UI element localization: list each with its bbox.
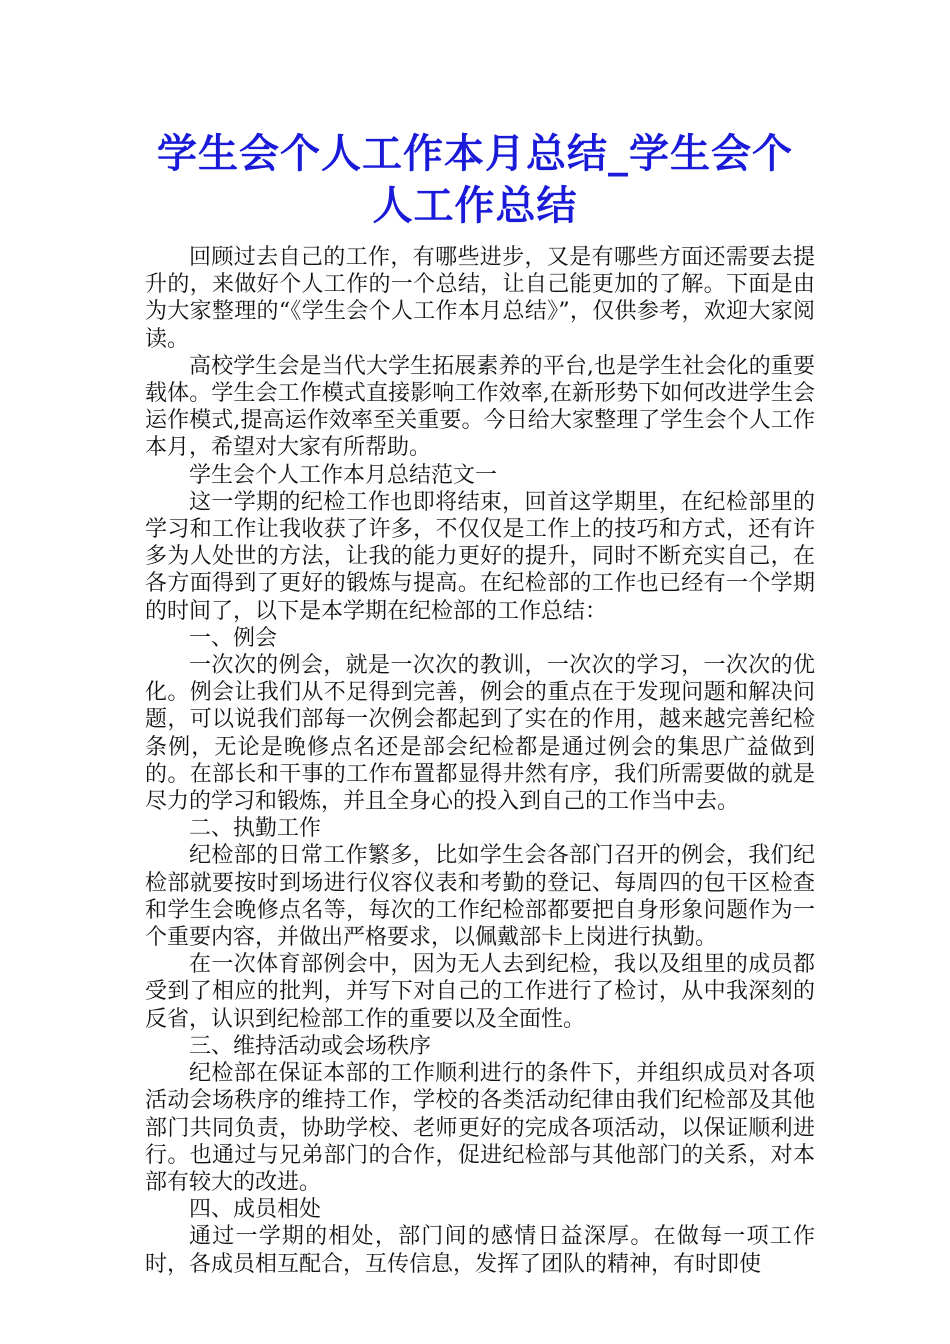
body-paragraph: 通过一学期的相处，部门间的感情日益深厚。在做每一项工作时，各成员相互配合，互传信息，发挥了团队的精神，有时即使 bbox=[145, 1224, 815, 1277]
document-title bbox=[100, 128, 850, 232]
background-paragraph: 高校学生会是当代大学生拓展素养的平台,也是学生社会化的重要载体。学生会工作模式直接影响工作效率,在新形势下如何改进学生会运作模式,提高运作效率至关重要。今日给大家整理了学生会个人工作本月，希望对大家有所帮助。 bbox=[145, 353, 815, 461]
body-paragraph: 纪检部的日常工作繁多，比如学生会各部门召开的例会，我们纪检部就要按时到场进行仪容仪表和考勤的登记、每周四的包干区检查和学生会晚修点名等，每次的工作纪检部都要把自身形象问题作为一个重要内容，并做出严格要求，以佩戴部卡上岗进行执勤。 bbox=[145, 843, 815, 951]
body-paragraph: 这一学期的纪检工作也即将结束，回首这学期里，在纪检部里的学习和工作让我收获了许多，不仅仅是工作上的技巧和方式，还有许多为人处世的方法，让我的能力更好的提升，同时不断充实自己，在各方面得到了更好的锻炼与提高。在纪检部的工作也已经有一个学期的时间了，以下是本学期在纪检部的工作总结： bbox=[145, 489, 815, 624]
intro-paragraph: 回顾过去自己的工作，有哪些进步，又是有哪些方面还需要去提升的，来做好个人工作的一个总结，让自己能更加的了解。下面是由为大家整理的“《学生会个人工作本月总结》”，仅供参考，欢迎大家阅读。 bbox=[145, 245, 815, 352]
document-body bbox=[145, 244, 815, 1278]
body-paragraph: 纪检部在保证本部的工作顺利进行的条件下，并组织成员对各项活动会场秩序的维持工作，学校的各类活动纪律由我们纪检部及其他部门共同负责，协助学校、老师更好的完成各项活动，以保证顺利进行。也通过与兄弟部门的合作，促进纪检部与其他部门的关系，对本部有较大的改进。 bbox=[145, 1061, 815, 1195]
body-paragraph: 在一次体育部例会中，因为无人去到纪检，我以及组里的成员都受到了相应的批判，并写下对自己的工作进行了检讨，从中我深刻的反省，认识到纪检部工作的重要以及全面性。 bbox=[145, 952, 815, 1032]
sample-heading: 学生会个人工作本月总结范文一 bbox=[189, 462, 498, 488]
body-paragraph: 一次次的例会，就是一次次的教训，一次次的学习，一次次的优化。例会让我们从不足得到完善，例会的重点在于发现问题和解决问题，可以说我们部每一次例会都起到了实在的作用，越来越完善纪检条例，无论是晚修点名还是部会纪检都是通过例会的集思广益做到的。在部长和干事的工作布置都显得井然有序，我们所需要做的就是尽力的学习和锻炼，并且全身心的投入到自己的工作当中去。 bbox=[145, 653, 815, 815]
section-heading-duty: 二、执勤工作 bbox=[189, 816, 322, 842]
section-heading-members: 四、成员相处 bbox=[189, 1197, 322, 1223]
title-line-1: 学生会个人工作本月总结_学生会个 bbox=[157, 130, 793, 177]
section-heading-meetings: 一、例会 bbox=[189, 625, 278, 651]
section-heading-order: 三、维持活动或会场秩序 bbox=[189, 1033, 432, 1059]
title-line-2: 人工作总结 bbox=[372, 182, 578, 229]
